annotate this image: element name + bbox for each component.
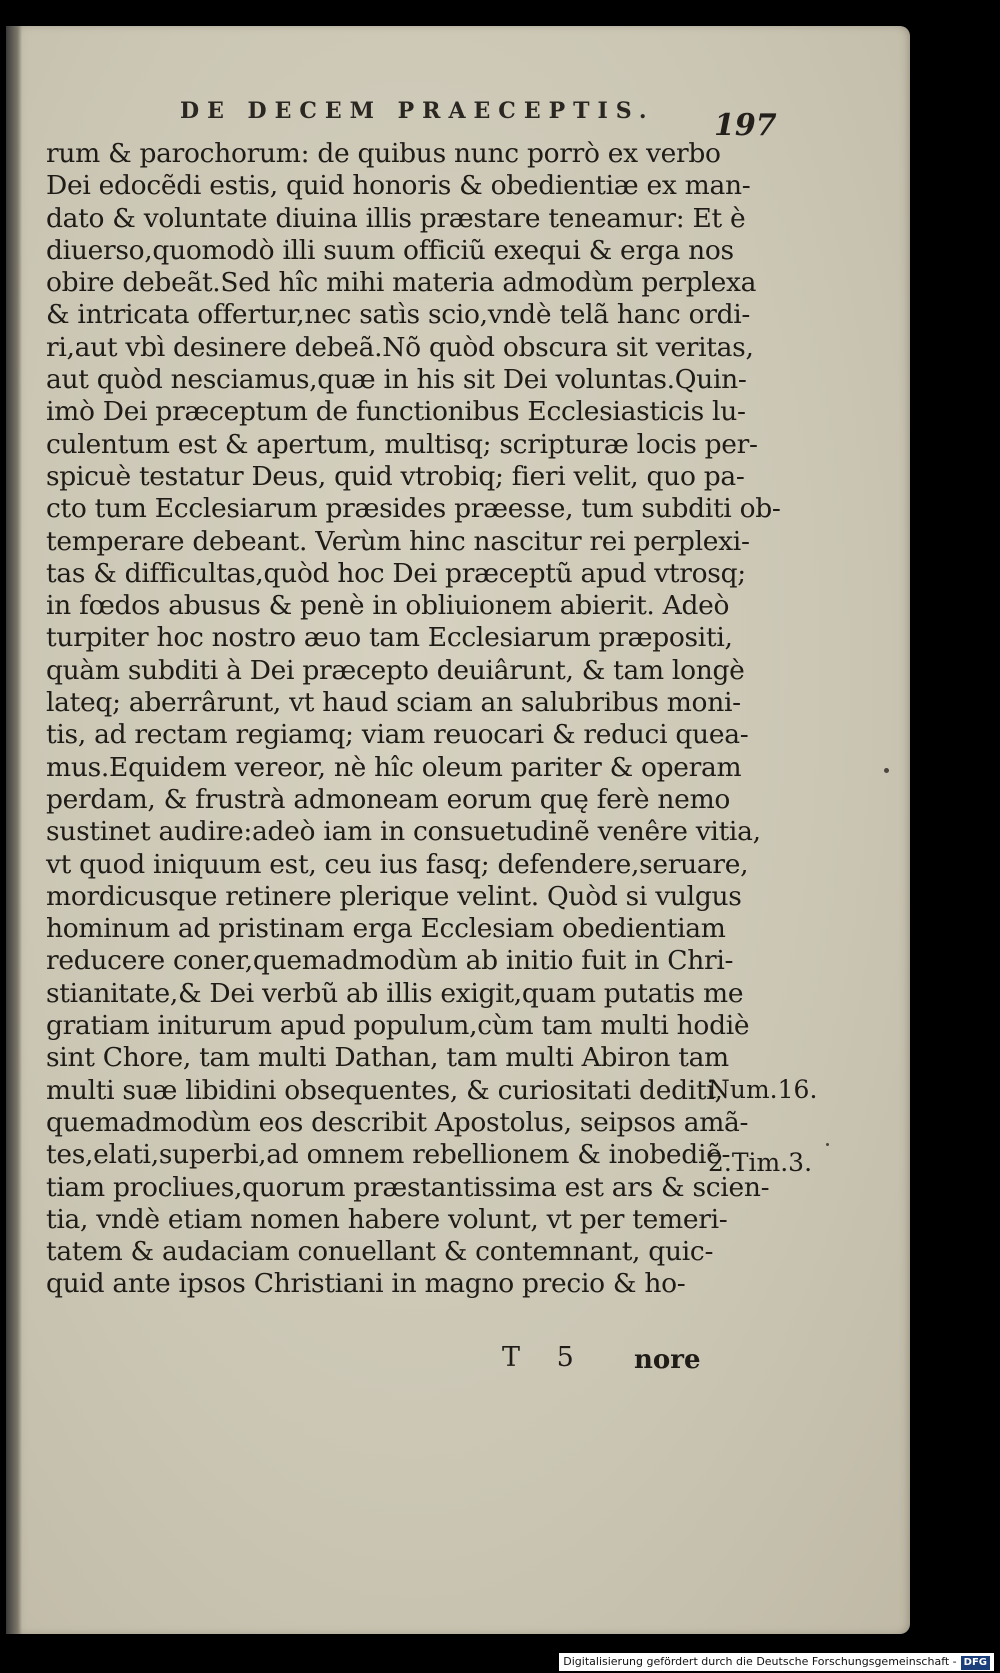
text-line: quàm subditi à Dei præcepto deuiârunt, & tam longè [46, 654, 745, 686]
text-line: quid ante ipsos Christiani in magno precio & ho- [46, 1268, 686, 1300]
text-line: dato & voluntate diuina illis præstare teneamur: Et è [46, 202, 746, 234]
text-line: tes,elati,superbi,ad omnem rebellionem & inobediẽ- [46, 1139, 731, 1171]
text-line: Dei edocẽdi estis, quid honoris & obedientiæ ex man- [46, 170, 751, 202]
page-number: 197 [714, 108, 777, 143]
text-line: temperare debeant. Verùm hinc nascitur rei perplexi- [46, 525, 750, 557]
digitization-credit-bar [559, 1653, 994, 1671]
text-line: tas & difficultas,quòd hoc Dei præceptũ apud vtrosq; [46, 557, 746, 589]
text-line: spicuè testatur Deus, quid vtrobiq; fieri velit, quo pa- [46, 460, 745, 492]
text-line: rum & parochorum: de quibus nunc porrò ex verbo [46, 138, 721, 169]
margin-note-2tim3: 2.Tim.3. [708, 1148, 813, 1177]
paper-speck [826, 1143, 829, 1146]
text-line: tiam procliues,quorum præstantissima est ars & scien- [46, 1171, 770, 1203]
text-line: gratiam initurum apud populum,cùm tam multi hodiè [46, 1010, 750, 1042]
paper-speck [884, 768, 889, 773]
catchword: nore [634, 1345, 701, 1375]
digitization-credit: Digitalisierung gefördert durch die Deutsche Forschungsgemeinschaft - [563, 1655, 957, 1668]
text-line: tatem & audaciam conuellant & contemnant, quic- [46, 1236, 714, 1268]
text-line: stianitate,& Dei verbũ ab illis exigit,quam putatis me [46, 977, 744, 1009]
text-line: sint Chore, tam multi Dathan, tam multi Abiron tam [46, 1042, 729, 1074]
text-line: in fœdos abusus & penè in obliuionem abierit. Adeò [46, 590, 730, 622]
text-line: tis, ad rectam regiamq; viam reuocari & reduci quea- [46, 719, 749, 751]
text-line: multi suæ libidini obsequentes, & curiositati dediti, [46, 1074, 723, 1106]
dfg-logo: DFG [961, 1656, 990, 1670]
text-line: mordicusque retinere plerique velint. Quòd si vulgus [46, 880, 742, 912]
text-line: & intricata offertur,nec satìs scio,vndè telã hanc ordi- [46, 299, 751, 331]
text-line: cto tum Ecclesiarum præsides præesse, tum subditi ob- [46, 493, 781, 525]
margin-note-num16: Num.16. [708, 1075, 818, 1104]
text-line: ri,aut vbì desinere debeã.Nõ quòd obscura sit veritas, [46, 331, 754, 363]
text-line: perdam, & frustrà admoneam eorum quę ferè nemo [46, 783, 731, 815]
text-line: sustinet audire:adeò iam in consuetudinẽ venêre vitia, [46, 816, 761, 848]
text-line: vt quod iniquum est, ceu ius fasq; defendere,seruare, [46, 848, 749, 880]
text-line: turpiter hoc nostro æuo tam Ecclesiarum præpositi, [46, 622, 733, 654]
text-line: diuerso,quomodò illi suum officiũ exequi & erga nos [46, 234, 734, 266]
text-line: culentum est & apertum, multisq; scripturæ locis per- [46, 428, 758, 460]
text-line: lateq; aberrârunt, vt haud sciam an salubribus moni- [46, 687, 741, 719]
text-line: reducere coner,quemadmodùm ab initio fuit in Chri- [46, 945, 734, 977]
signature-mark: T 5 [502, 1342, 574, 1373]
text-line: tia, vndè etiam nomen habere volunt, vt per temeri- [46, 1203, 728, 1235]
text-line: hominum ad pristinam erga Ecclesiam obedientiam [46, 913, 726, 945]
text-line: obire debeãt.Sed hîc mihi materia admodùm perplexa [46, 267, 757, 299]
text-line: imò Dei præceptum de functionibus Ecclesiasticis lu- [46, 396, 746, 428]
running-title: DE DECEM PRAECEPTIS. [180, 98, 655, 124]
text-line: aut quòd nesciamus,quæ in his sit Dei voluntas.Quin- [46, 364, 747, 396]
text-line: quemadmodùm eos describit Apostolus, seipsos amã- [46, 1106, 749, 1138]
text-line: mus.Equidem vereor, nè hîc oleum pariter & operam [46, 751, 742, 783]
book-spine-shadow [6, 26, 22, 1634]
